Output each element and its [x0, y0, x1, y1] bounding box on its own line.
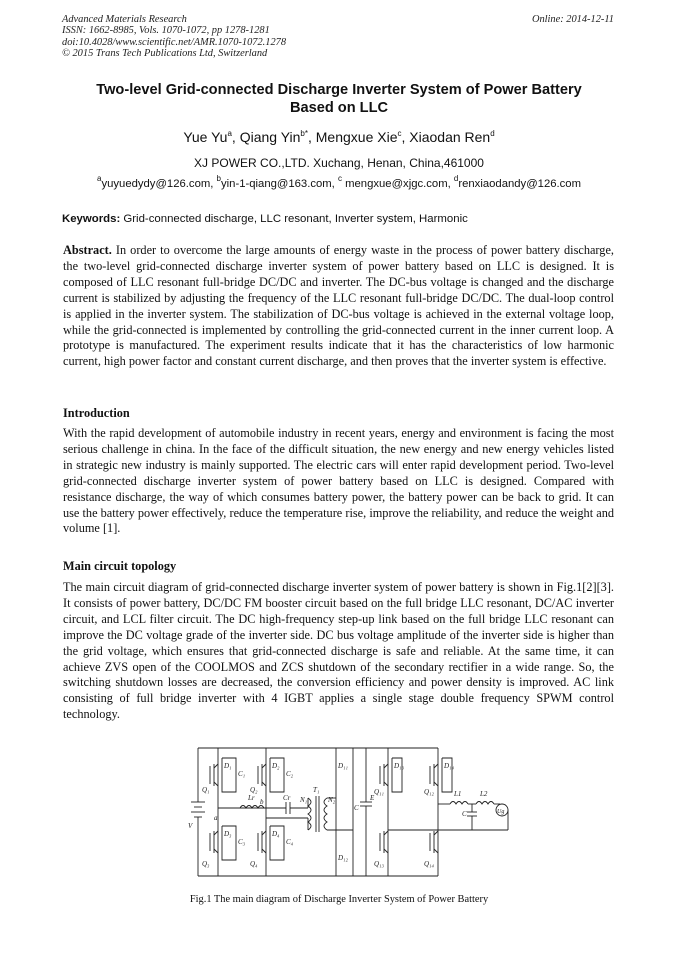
- label-n2: N₂: [328, 796, 336, 804]
- mosfet-switch: [258, 831, 266, 853]
- label-q4: Q₄: [250, 860, 258, 868]
- circuit-wiring: [191, 748, 508, 876]
- mosfet-switch: [210, 764, 218, 786]
- author-sup: d: [490, 129, 495, 138]
- email-list: [62, 174, 616, 192]
- label-v: V: [188, 822, 193, 830]
- main-circuit-text: The main circuit diagram of grid-connected discharge inverter system of power battery is shown in Fig.1[2][3]. It consists of power battery, DC/DC FM booster circuit based on the full bridge LLC resonant, DC/AC inverter circuit, and LCL filter circuit. The DC high-frequency step-up link based on the full bridge LLC resonant can improve the DC voltage grade of the inverter side. DC bus voltage amplitude of the inverter side is higher than the grid voltage, which ensures that grid-connected discharge is safe and reliable. At the same time, it can achieve ZVS open of the COOLMOS and ZCS shutdown of the secondary rectifier in a wide range. So, the switching shutdown losses are decreased, the conversion efficiency and power density is improved. AC link consisting of full bridge inverter with 4 IGBT applies a single stage double frequency SPWM control technology.: [63, 580, 614, 722]
- label-a: a: [214, 814, 218, 822]
- email-address: mengxue@xjgc.com,: [341, 178, 454, 190]
- label-q14: Q₁₄: [424, 860, 434, 868]
- email-address: yin-1-qiang@163.com,: [221, 178, 338, 190]
- label-l2: L2: [480, 790, 488, 798]
- journal-name: Advanced Materials Research: [62, 14, 187, 25]
- label-d11: D₁₁: [338, 762, 348, 770]
- label-q3: Q₃: [202, 860, 210, 868]
- introduction-text: With the rapid development of automobile industry in recent years, energy and environment is facing the most serious challenge in china. In the face of the difficult situation, the new energy and new energy vehicles listed in strategic new industry is mainly supported. The electric cars will enter rapid development period. Two-level grid-connected discharge inverter system of power battery based on LLC is designed. Compared with resistance discharge, the way of which consumes battery power, the battery power can be back to grid. It can use the battery power effectively, reduce the temperature rise, improve the reliability, and reduce the weight and volume [1].: [63, 426, 614, 536]
- author-name: Yue Yu: [183, 129, 228, 145]
- igbt-switch: [430, 764, 438, 786]
- label-cr: Cr: [283, 794, 291, 802]
- keywords: [62, 212, 616, 227]
- author-name: Mengxue Xie: [315, 129, 398, 145]
- label-d3: D₃: [224, 830, 232, 838]
- circuit-labels: [188, 762, 504, 868]
- label-ug: Ug: [497, 809, 505, 815]
- email-sup: c: [337, 174, 342, 183]
- label-n1: N₁: [300, 796, 308, 804]
- title-line-2: Based on LLC: [289, 100, 389, 116]
- figure-caption: Fig.1 The main diagram of Discharge Inverter System of Power Battery: [189, 894, 489, 905]
- paper-title: [62, 81, 616, 117]
- author-sep: ,: [307, 129, 316, 145]
- affiliation: XJ POWER CO.,LTD. Xuchang, Henan, China,461000: [194, 156, 484, 170]
- author: [316, 129, 410, 145]
- abstract-text: In order to overcome the large amounts of energy waste in the process of power battery discharge, the two-level grid-connected discharge inverter system of power battery based on LLC is designed. It is composed of LLC resonant full-bridge DC/DC and inverter. The DC-bus voltage is changed and the discharge current is stabilized by adjusting the frequency of the LLC resonant full-bridge DC/DC. The dual-loop control is applied in the inverter system. The stabilization of DC-bus voltage is achieved in the external voltage loop, while the grid-connected is implemented by controlling the grid-connected current in the inner current loop. A prototype is manufactured. The experiment results indicate that it has the characteristics of low harmonic current, high power factor and constant current discharge, and then proves that the inverter system is effective.: [63, 243, 614, 369]
- label-cd: C: [354, 804, 359, 812]
- abstract: [63, 243, 614, 370]
- abstract-label: Abstract.: [63, 243, 112, 257]
- email-sup: b: [216, 174, 221, 183]
- igbt-switch: [380, 764, 388, 786]
- author-sup: c: [397, 129, 402, 138]
- author-name: Xiaodan Ren: [409, 129, 491, 145]
- online-date: Online: 2014-12-11: [531, 14, 614, 25]
- author-sup: b*: [300, 129, 308, 138]
- label-c2: C₂: [286, 770, 294, 778]
- keywords-label: Keywords:: [62, 213, 121, 225]
- label-q13: Q₁₃: [374, 860, 384, 868]
- label-e: E: [370, 794, 375, 802]
- label-q1: Q₁: [202, 786, 210, 794]
- label-q12: Q₁₂: [424, 788, 434, 796]
- label-d14: D₁₄: [444, 762, 454, 770]
- section-heading-introduction: Introduction: [63, 406, 130, 420]
- email-sup: a: [97, 174, 102, 183]
- label-cf: C: [462, 810, 467, 818]
- label-c4: C₄: [286, 838, 294, 846]
- author: [183, 129, 239, 145]
- label-l1: L1: [454, 790, 462, 798]
- author: [240, 129, 316, 145]
- email-address: yuyuedydy@126.com,: [101, 178, 217, 190]
- copyright-line: © 2015 Trans Tech Publications Ltd, Switzerland: [62, 47, 268, 59]
- journal-header: [62, 14, 614, 59]
- author-sup: a: [227, 129, 232, 138]
- email-sup: d: [453, 174, 459, 183]
- igbt-switch: [430, 831, 438, 853]
- label-d2: D₂: [272, 762, 280, 770]
- author-sep: ,: [401, 129, 410, 145]
- author-list: [62, 128, 616, 146]
- keywords-text: Grid-connected discharge, LLC resonant, Inverter system, Harmonic: [120, 213, 468, 225]
- issn-line: ISSN: 1662-8985, Vols. 1070-1072, pp 1278-1281: [62, 25, 270, 37]
- label-lr: Lr: [248, 794, 255, 802]
- title-line-1: Two-level Grid-connected Discharge Inverter System of Power Battery: [96, 82, 582, 98]
- label-d12: D₁₂: [338, 854, 348, 862]
- email-address: renxiaodandy@126.com: [458, 178, 581, 190]
- label-q2: Q₂: [250, 786, 258, 794]
- label-c1: C₁: [238, 770, 246, 778]
- section-heading-main-circuit: Main circuit topology: [63, 559, 177, 573]
- label-d1: D₁: [224, 762, 232, 770]
- mosfet-switch: [258, 764, 266, 786]
- author-name: Qiang Yin: [239, 129, 301, 145]
- label-d13: D₁₃: [394, 762, 404, 770]
- mosfet-switch: [210, 831, 218, 853]
- label-q11: Q₁₁: [374, 788, 384, 796]
- label-t1: T₁: [313, 786, 320, 794]
- label-c3: C₃: [238, 838, 246, 846]
- author-sep: ,: [231, 129, 240, 145]
- label-b: b: [260, 798, 264, 806]
- author: [409, 129, 494, 145]
- circuit-diagram: [188, 738, 518, 886]
- doi-line: doi:10.4028/www.scientific.net/AMR.1070-1072.1278: [62, 36, 287, 48]
- igbt-switch: [380, 831, 388, 853]
- label-d4: D₄: [272, 830, 280, 838]
